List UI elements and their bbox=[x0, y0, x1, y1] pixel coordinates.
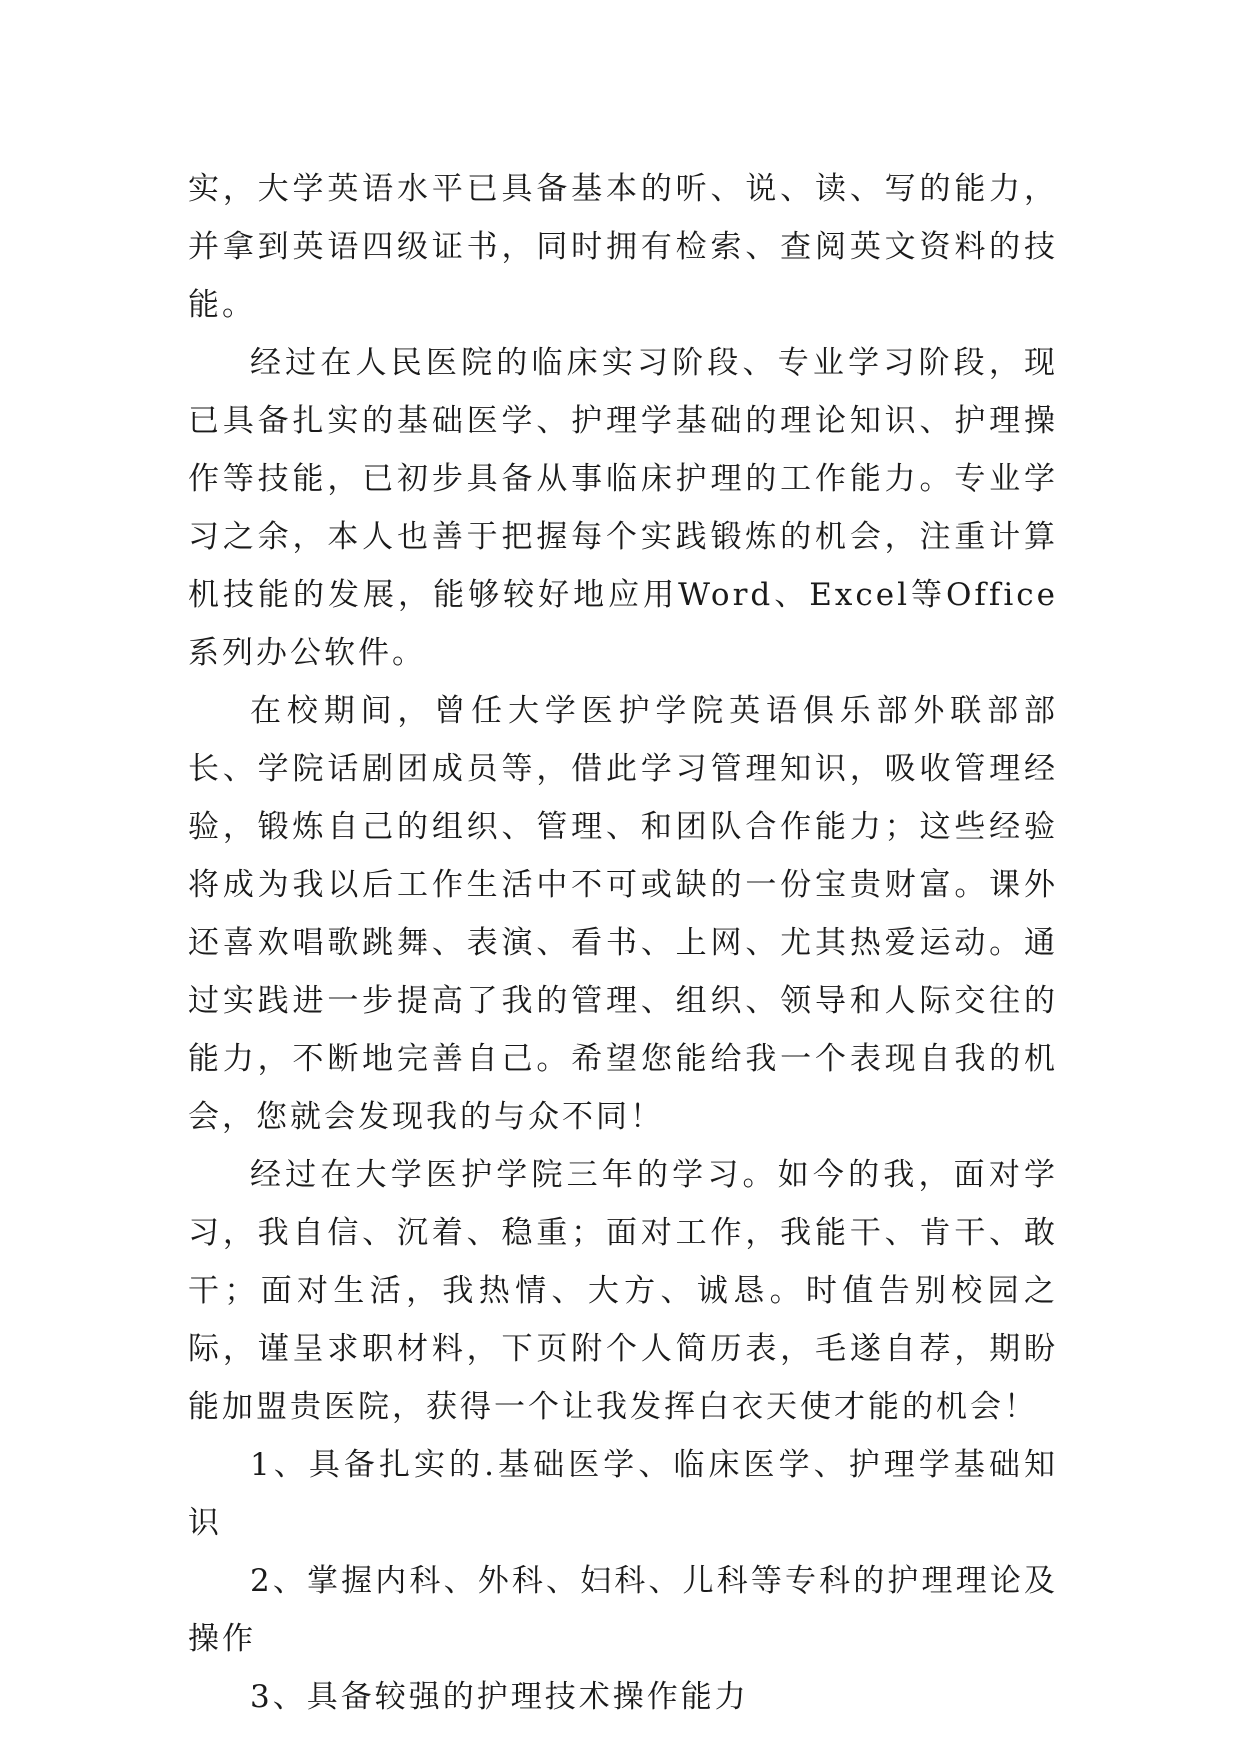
paragraph-self-recommendation: 经过在大学医护学院三年的学习。如今的我，面对学习，我自信、沉着、稳重；面对工作，我能干、肯干、敢干；面对生活，我热情、大方、诚恳。时值告别校园之际，谨呈求职材料，下页附个人简历表，毛遂自荐，期盼能加盟贵医院，获得一个让我发挥白衣天使才能的机会！ bbox=[188, 1157, 1058, 1425]
paragraph-english-skills: 实，大学英语水平已具备基本的听、说、读、写的能力，并拿到英语四级证书，同时拥有检索、查阅英文资料的技能。 bbox=[188, 171, 1058, 323]
paragraph-clinical-experience: 经过在人民医院的临床实习阶段、专业学习阶段，现已具备扎实的基础医学、护理学基础的理论知识、护理操作等技能，已初步具备从事临床护理的工作能力。专业学习之余，本人也善于把握每个实践锻炼的机会，注重计算机技能的发展，能够较好地应用Word、Excel等Office系列办公软件。 bbox=[188, 345, 1058, 671]
list-item-nursing-skills: 3、具备较强的护理技术操作能力 bbox=[250, 1679, 749, 1715]
list-item-specialty-nursing: 2、掌握内科、外科、妇科、儿科等专科的护理理论及操作 bbox=[188, 1563, 1058, 1657]
list-item-basic-knowledge: 1、具备扎实的.基础医学、临床医学、护理学基础知识 bbox=[188, 1447, 1058, 1541]
paragraph-campus-activities: 在校期间，曾任大学医护学院英语俱乐部外联部部长、学院话剧团成员等，借此学习管理知识，吸收管理经验，锻炼自己的组织、管理、和团队合作能力；这些经验将成为我以后工作生活中不可或缺的一份宝贵财富。课外还喜欢唱歌跳舞、表演、看书、上网、尤其热爱运动。通过实践进一步提高了我的管理、组织、领导和人际交往的能力，不断地完善自己。希望您能给我一个表现自我的机会，您就会发现我的与众不同！ bbox=[188, 693, 1058, 1135]
document-body bbox=[188, 160, 1058, 1726]
